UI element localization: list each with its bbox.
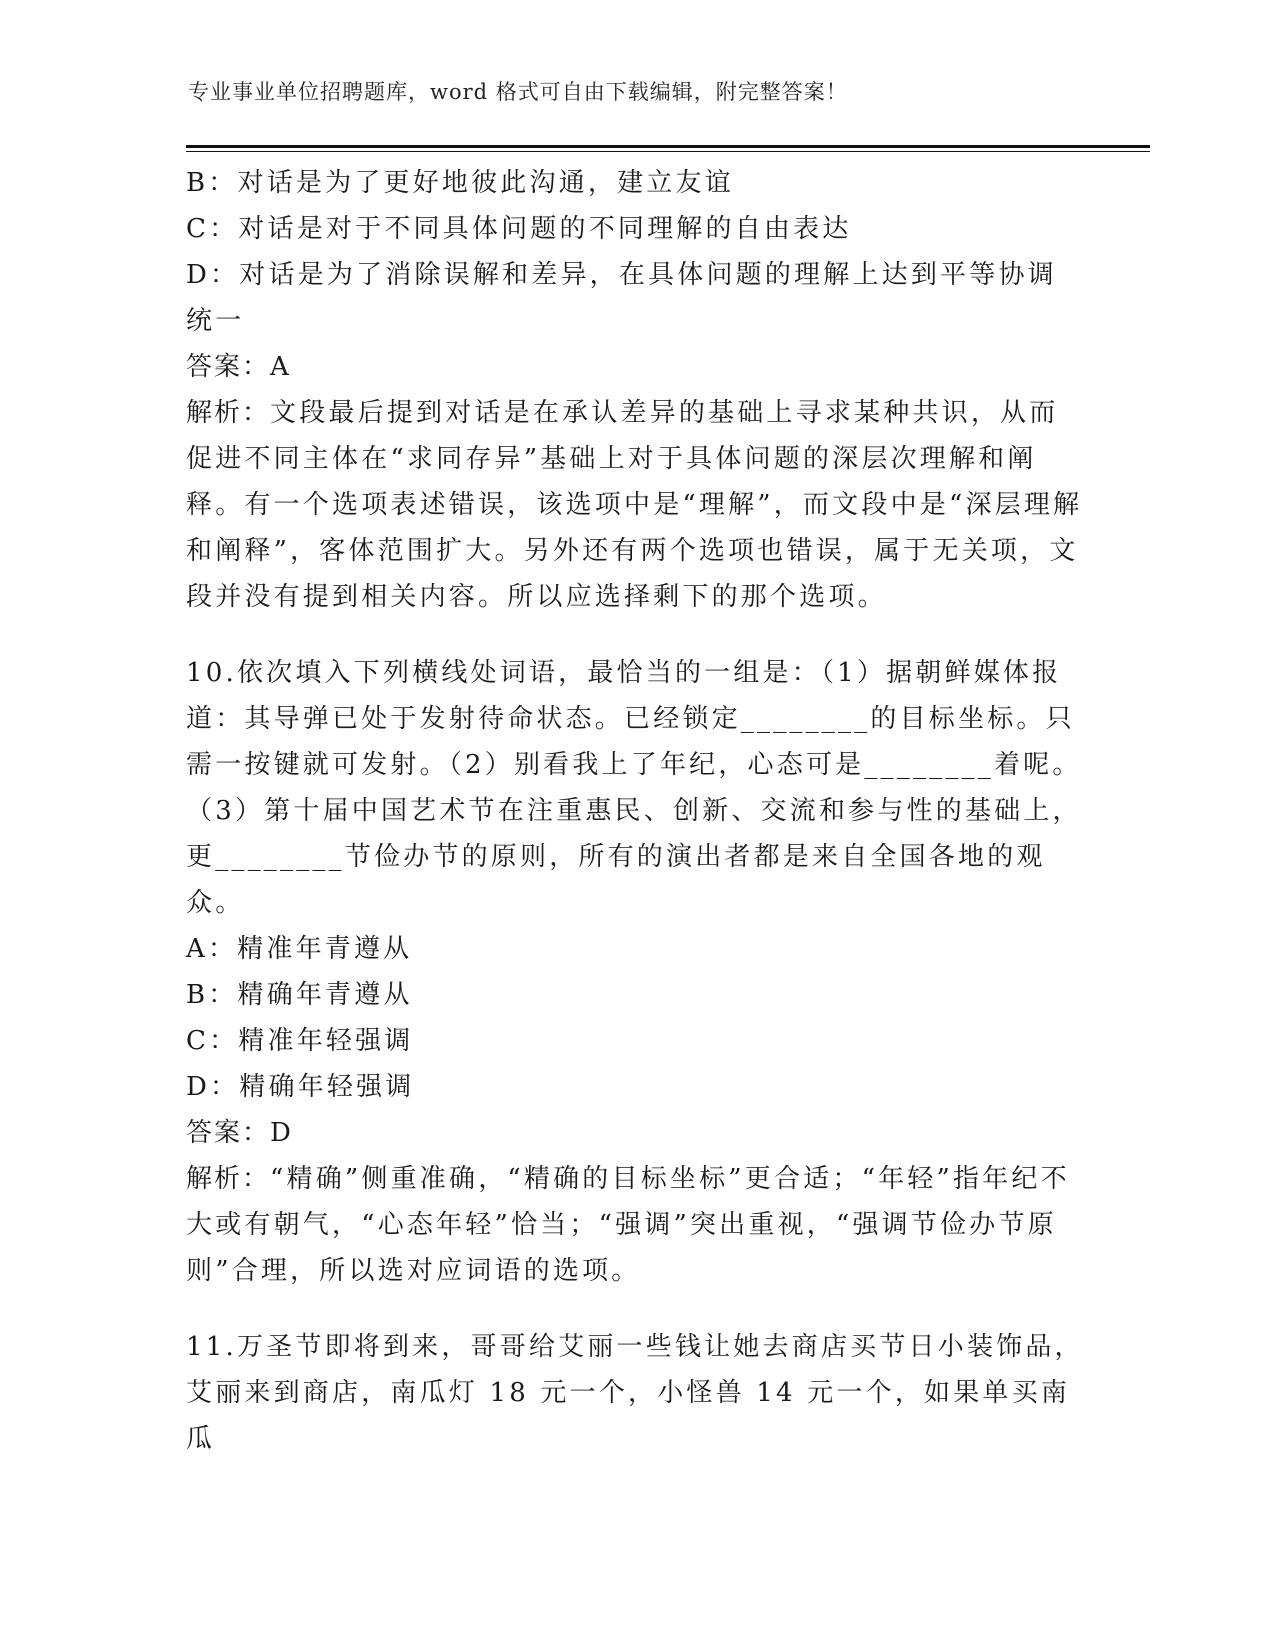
q9-analysis-text: 文段最后提到对话是在承认差异的基础上寻求某种共识，从而促进不同主体在“求同存异”基础上对于具体问题的深层次理解和阐释。有一个选项表述错误，该选项中是“理解”，而文段中是“深层理解和阐释”，客体范围扩大。另外还有两个选项也错误，属于无关项，文段并没有提到相关内容。所以应选择剩下的那个选项。 [186, 398, 1083, 612]
header-rule-thick [186, 145, 1150, 148]
q10-stem: 10.依次填入下列横线处词语，最恰当的一组是：（1）据朝鲜媒体报道：其导弹已处于发射待命状态。已经锁定________的目标坐标。只需一按键就可发射。（2）别看我上了年纪，心态可是________着呢。（3）第十届中国艺术节在注重惠民、创新、交流和参与性的基础上，更________节俭办节的原则，所有的演出者都是来自全国各地的观众。 [186, 658, 1082, 918]
q9-analysis-label: 解析： [186, 398, 271, 428]
q9-analysis [186, 390, 1086, 620]
q9-option-b: B：对话是为了更好地彼此沟通，建立友谊 [186, 168, 734, 198]
question-11 [186, 1324, 1086, 1462]
q10-option-c: C：精准年轻强调 [186, 1026, 414, 1056]
q10-option-a: A：精准年青遵从 [186, 934, 413, 964]
q10-option-d: D：精确年轻强调 [186, 1072, 415, 1102]
header-note: 专业事业单位招聘题库，word 格式可自由下载编辑，附完整答案！ [188, 80, 848, 104]
q10-option-b: B：精确年青遵从 [186, 980, 413, 1010]
q10-answer-label: 答案： [186, 1118, 271, 1148]
q9-option-c: C：对话是对于不同具体问题的不同理解的自由表达 [186, 214, 852, 244]
q10-analysis-label: 解析： [186, 1164, 271, 1194]
content-body [186, 160, 1086, 1462]
q10-answer-value: D [270, 1118, 295, 1148]
spacer [186, 1294, 1086, 1324]
q10-analysis [186, 1156, 1086, 1294]
q11-stem: 11.万圣节即将到来，哥哥给艾丽一些钱让她去商店买节日小装饰品，艾丽来到商店，南瓜灯 18 元一个，小怪兽 14 元一个，如果单买南瓜 [186, 1332, 1084, 1454]
header-rule-thin [186, 151, 1150, 152]
spacer [186, 620, 1086, 650]
question-10 [186, 650, 1086, 1294]
q10-answer [186, 1110, 1086, 1156]
q9-answer-value: A [270, 352, 292, 382]
q10-analysis-text: “精确”侧重准确，“精确的目标坐标”更合适；“年轻”指年纪不大或有朝气，“心态年轻”恰当；“强调”突出重视，“强调节俭办节原则”合理，所以选对应词语的选项。 [186, 1164, 1070, 1286]
q9-answer-label: 答案： [186, 352, 271, 382]
question-9 [186, 160, 1086, 620]
q9-answer [186, 344, 1086, 390]
q9-option-d: D：对话是为了消除误解和差异，在具体问题的理解上达到平等协调统一 [186, 260, 1057, 336]
